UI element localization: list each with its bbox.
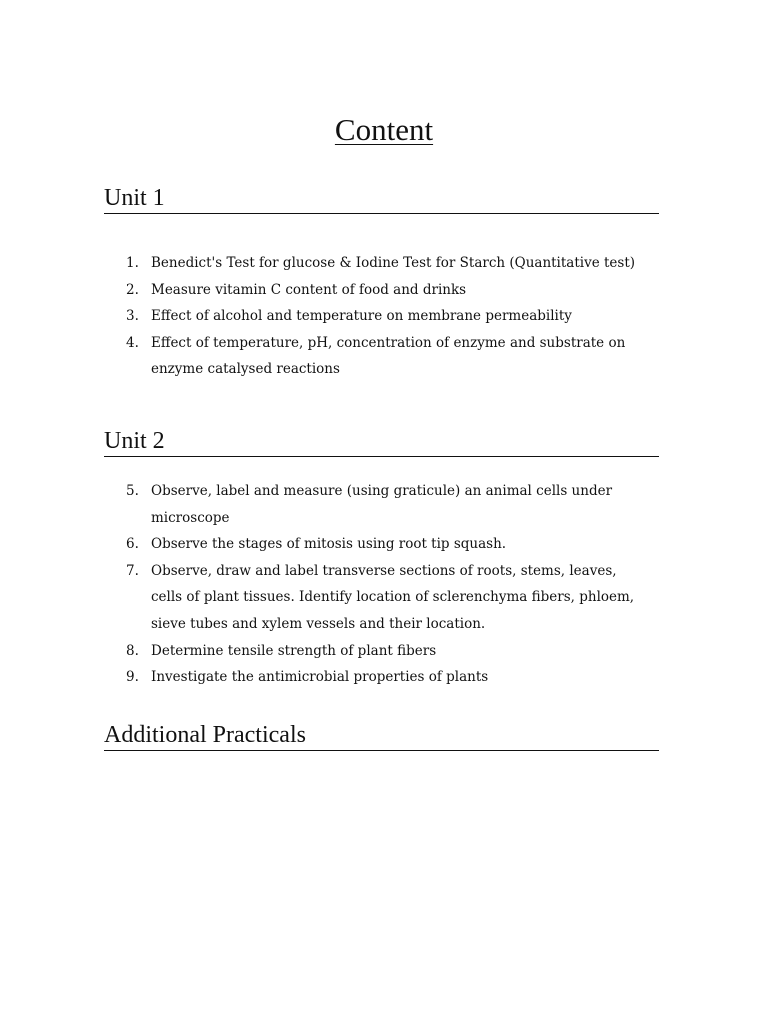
list-item bbox=[104, 478, 644, 531]
unit-1-list bbox=[104, 250, 644, 383]
item-text: Observe, draw and label transverse sections of roots, stems, leaves, cells of plant tissues. Identify location of sclerenchyma fibers, phloem, sieve tubes and xylem vessels and their location. bbox=[151, 562, 635, 632]
item-number: 7. bbox=[126, 562, 139, 579]
list-item bbox=[104, 664, 644, 691]
item-text: Benedict's Test for glucose & Iodine Test for Starch (Quantitative test) bbox=[151, 255, 636, 271]
item-text: Effect of alcohol and temperature on membrane permeability bbox=[151, 308, 572, 325]
item-text: Measure vitamin C content of food and drinks bbox=[151, 281, 467, 298]
item-text: Determine tensile strength of plant fibers bbox=[151, 642, 437, 659]
section-heading-text: Unit 2 bbox=[104, 427, 659, 457]
section-heading-additional bbox=[104, 721, 659, 751]
section-heading-unit-1 bbox=[104, 184, 659, 214]
page-title-text: Content bbox=[334, 112, 434, 147]
item-number: 9. bbox=[126, 669, 139, 686]
section-heading-unit-2 bbox=[104, 427, 659, 457]
list-item bbox=[104, 558, 644, 638]
item-text: Investigate the antimicrobial properties of plants bbox=[151, 669, 489, 686]
list-item bbox=[104, 638, 644, 665]
item-text: Effect of temperature, pH, concentration of enzyme and substrate on enzyme catalysed reactions bbox=[151, 334, 626, 378]
item-number: 1. bbox=[126, 255, 139, 271]
item-text: Observe the stages of mitosis using root tip squash. bbox=[151, 536, 507, 553]
page-title bbox=[0, 110, 768, 150]
list-item bbox=[104, 303, 644, 330]
section-heading-text: Additional Practicals bbox=[104, 721, 659, 751]
item-number: 8. bbox=[126, 642, 139, 659]
item-text: Observe, label and measure (using graticule) an animal cells under microscope bbox=[151, 483, 613, 526]
list-item bbox=[104, 330, 644, 383]
list-item bbox=[104, 531, 644, 558]
item-number: 4. bbox=[126, 334, 139, 351]
item-number: 2. bbox=[126, 281, 139, 298]
section-heading-text: Unit 1 bbox=[104, 184, 659, 214]
unit-2-list bbox=[104, 478, 644, 691]
item-number: 6. bbox=[126, 536, 139, 553]
list-item bbox=[104, 277, 644, 304]
item-number: 3. bbox=[126, 308, 139, 325]
item-number: 5. bbox=[126, 483, 139, 499]
list-item bbox=[104, 250, 644, 277]
